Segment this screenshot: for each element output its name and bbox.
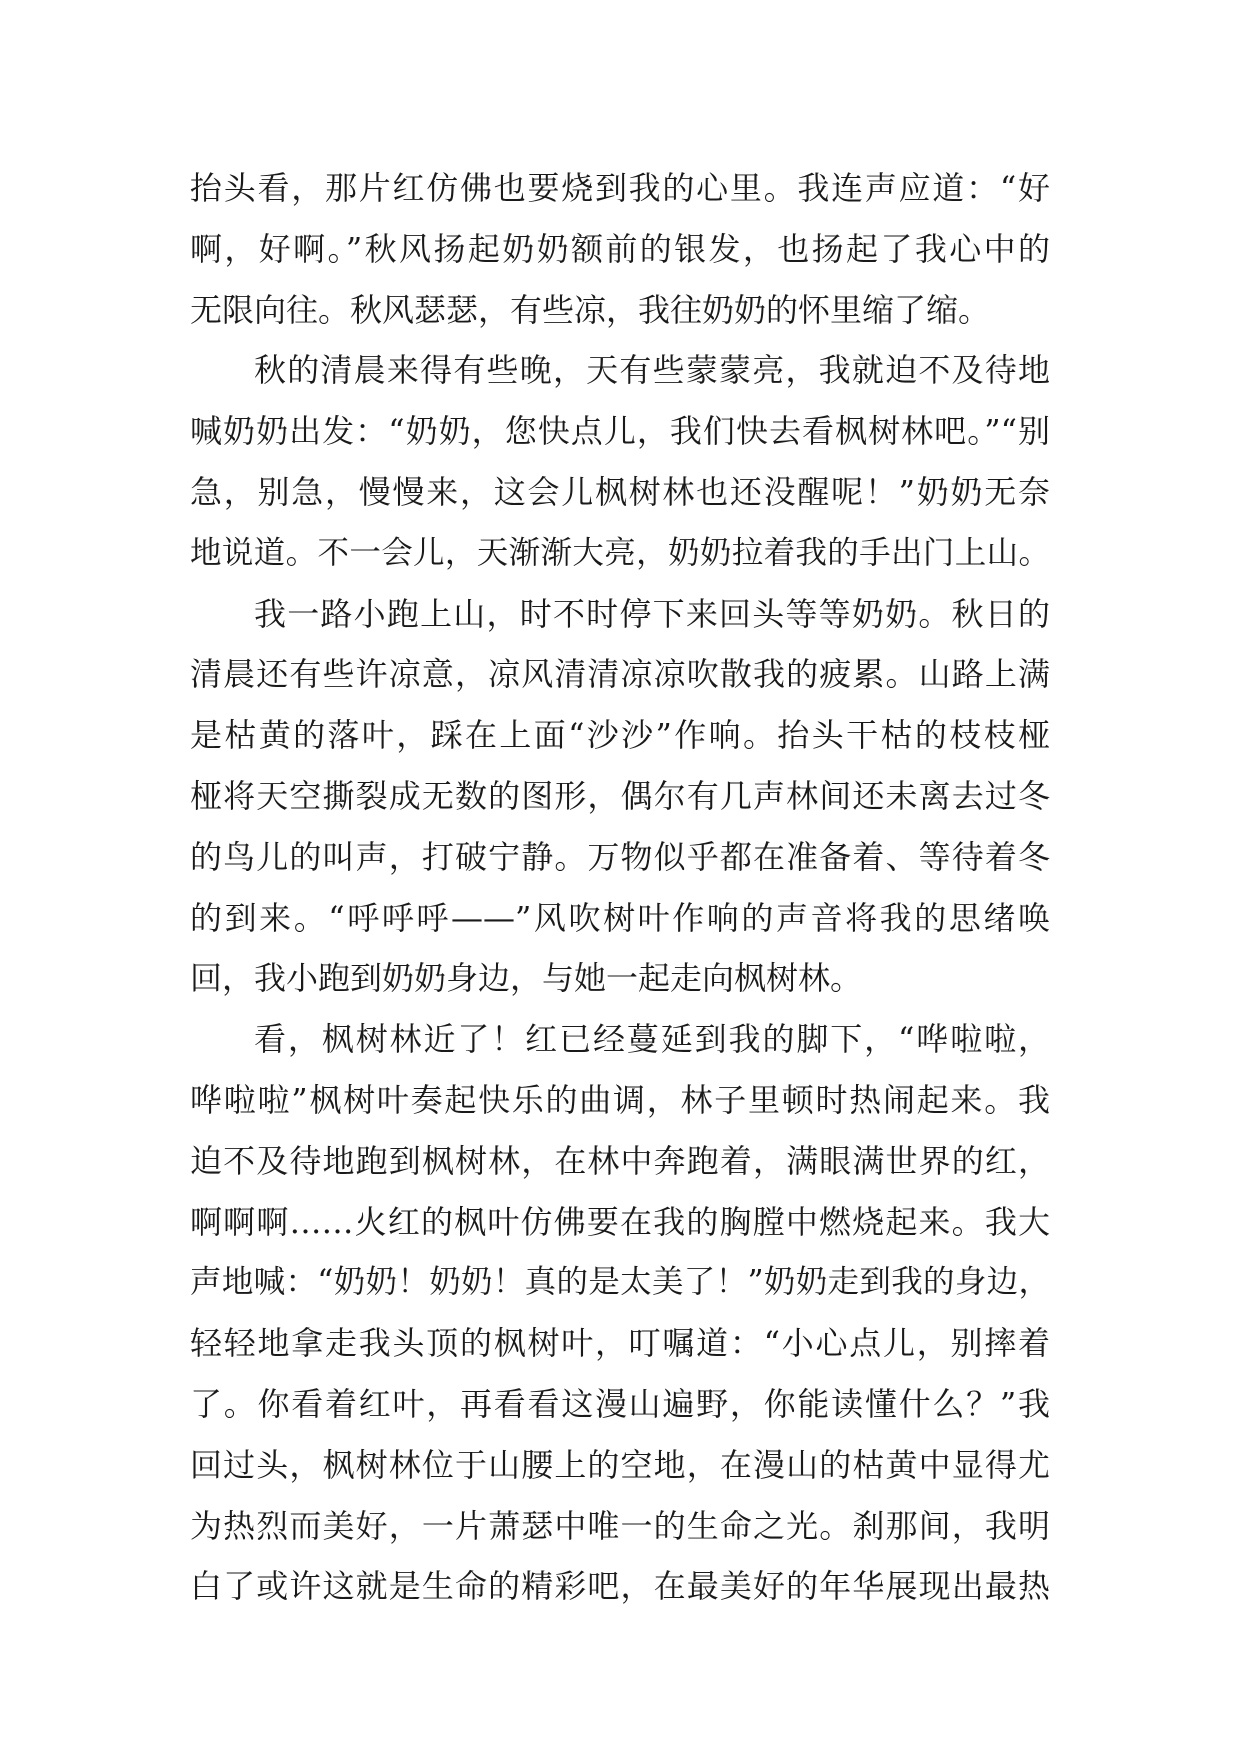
text-line: 地说道。不一会儿，天渐渐大亮，奶奶拉着我的手出门上山。 xyxy=(190,534,1050,571)
text-line: 了。你看着红叶，再看看这漫山遍野，你能读懂什么？”我 xyxy=(190,1384,1050,1423)
paragraph-first-line: 我一路小跑上山，时不时停下来回头等等奶奶。秋日的 xyxy=(254,594,1050,633)
text-line: 哗啦啦”枫树叶奏起快乐的曲调，林子里顿时热闹起来。我 xyxy=(190,1080,1050,1119)
text-line: 回过头，枫树林位于山腰上的空地，在漫山的枯黄中显得尤 xyxy=(190,1445,1050,1484)
text-line: 急，别急，慢慢来，这会儿枫树林也还没醒呢！”奶奶无奈 xyxy=(190,472,1050,511)
text-line: 是枯黄的落叶，踩在上面“沙沙”作响。抬头干枯的枝枝桠 xyxy=(190,716,1050,755)
text-line: 的到来。“呼呼呼——”风吹树叶作响的声音将我的思绪唤 xyxy=(190,898,1050,937)
paragraph-first-line: 看，枫树林近了！红已经蔓延到我的脚下，“哗啦啦， xyxy=(254,1020,1050,1059)
text-line: 啊啊啊……火红的枫叶仿佛要在我的胸膛中燃烧起来。我大 xyxy=(190,1202,1050,1241)
text-line: 抬头看，那片红仿佛也要烧到我的心里。我连声应道：“好 xyxy=(190,169,1050,207)
text-line: 迫不及待地跑到枫树林，在林中奔跑着，满眼满世界的红， xyxy=(190,1141,1050,1180)
text-line: 清晨还有些许凉意，凉风清清凉凉吹散我的疲累。山路上满 xyxy=(190,655,1050,694)
text-line: 无限向往。秋风瑟瑟，有些凉，我往奶奶的怀里缩了缩。 xyxy=(190,290,991,329)
essay-body xyxy=(190,158,1050,1617)
text-line: 声地喊：“奶奶！奶奶！真的是太美了！”奶奶走到我的身边， xyxy=(190,1264,1050,1301)
paragraph-first-line: 秋的清晨来得有些晚，天有些蒙蒙亮，我就迫不及待地 xyxy=(254,351,1050,390)
text-line: 的鸟儿的叫声，打破宁静。万物似乎都在准备着、等待着冬 xyxy=(190,837,1050,876)
text-line: 啊，好啊。”秋风扬起奶奶额前的银发，也扬起了我心中的 xyxy=(190,229,1050,268)
text-line: 回，我小跑到奶奶身边，与她一起走向枫树林。 xyxy=(190,959,863,998)
text-line: 桠将天空撕裂成无数的图形，偶尔有几声林间还未离去过冬 xyxy=(190,776,1050,815)
text-line: 轻轻地拿走我头顶的枫树叶，叮嘱道：“小心点儿，别摔着 xyxy=(190,1324,1050,1363)
text-line: 喊奶奶出发：“奶奶，您快点儿，我们快去看枫树林吧。”“别 xyxy=(190,412,1050,451)
text-line: 白了或许这就是生命的精彩吧，在最美好的年华展现出最热 xyxy=(190,1567,1050,1606)
text-line: 为热烈而美好，一片萧瑟中唯一的生命之光。刹那间，我明 xyxy=(190,1506,1050,1545)
